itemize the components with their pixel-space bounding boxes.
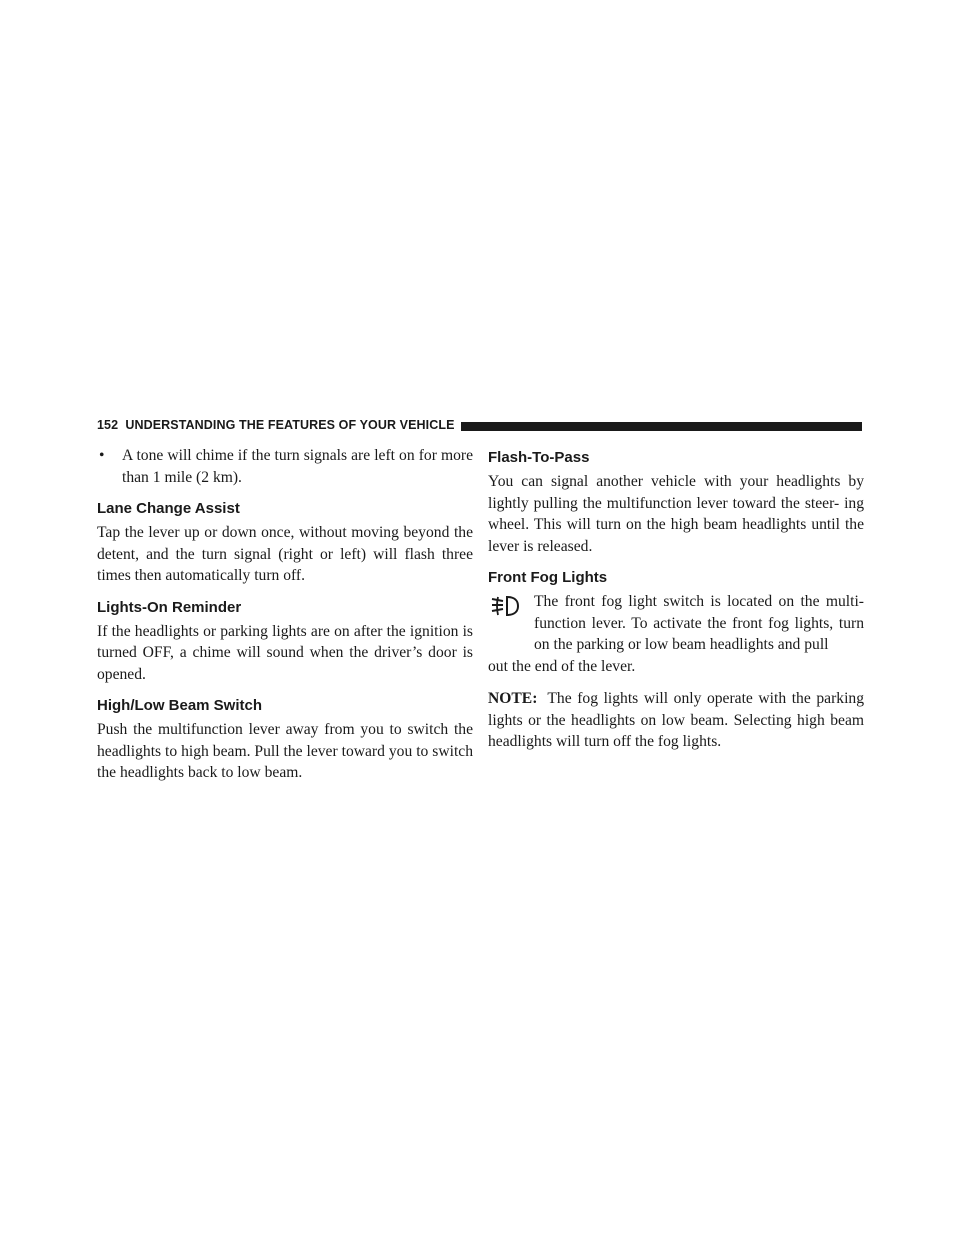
heading-front-fog-lights: Front Fog Lights — [488, 569, 608, 586]
paragraph-fog-lights-indented: The front fog light switch is located on the multi- function lever. To activate the front fog lights, turn on the parking or low beam headlights and pull — [534, 593, 864, 653]
header-rule — [461, 422, 862, 431]
heading-lights-on-reminder: Lights-On Reminder — [97, 598, 242, 616]
header-text — [97, 418, 455, 432]
heading-lane-change-assist: Lane Change Assist — [97, 500, 240, 517]
bullet-text: A tone will chime if the turn signals are left on for more than 1 mile (2 km). — [122, 447, 473, 486]
page-header — [97, 417, 862, 437]
paragraph-lane-change-assist: Tap the lever up or down once, without moving beyond the detent, and the turn signal (right or left) will flash three times then automatically turn off. — [97, 524, 473, 584]
paragraph-high-low-beam-switch: Push the multifunction lever away from you to switch the headlights to high beam. Pull the lever toward you to switch the headlights back to low beam. — [97, 721, 473, 781]
note-paragraph — [488, 688, 864, 753]
paragraph-lights-on-reminder: If the headlights or parking lights are on after the ignition is turned OFF, a chime will sound when the driver’s door is opened. — [97, 622, 473, 683]
note-text: The fog lights will only operate with the parking lights or the headlights on low beam. Selecting high beam headlights will turn off the fog lights. — [488, 690, 864, 750]
page-number: 152 — [97, 418, 119, 432]
paragraph-fog-lights-continued: out the end of the lever. — [488, 657, 636, 675]
left-column — [97, 445, 473, 784]
right-column — [488, 445, 864, 753]
section-title: UNDERSTANDING THE FEATURES OF YOUR VEHICLE — [125, 418, 455, 432]
heading-flash-to-pass: Flash-To-Pass — [488, 449, 590, 466]
note-label: NOTE: — [488, 690, 538, 707]
heading-high-low-beam-switch: High/Low Beam Switch — [97, 697, 263, 714]
bullet-item — [97, 445, 473, 488]
front-fog-light-icon — [490, 594, 520, 618]
paragraph-flash-to-pass: You can signal another vehicle with your headlights by lightly pulling the multifunction lever toward the steer- ing wheel. This will turn on the high beam headlights until the lever is released. — [488, 473, 864, 555]
fog-lights-block — [488, 591, 864, 677]
bullet-mark: • — [99, 447, 105, 464]
